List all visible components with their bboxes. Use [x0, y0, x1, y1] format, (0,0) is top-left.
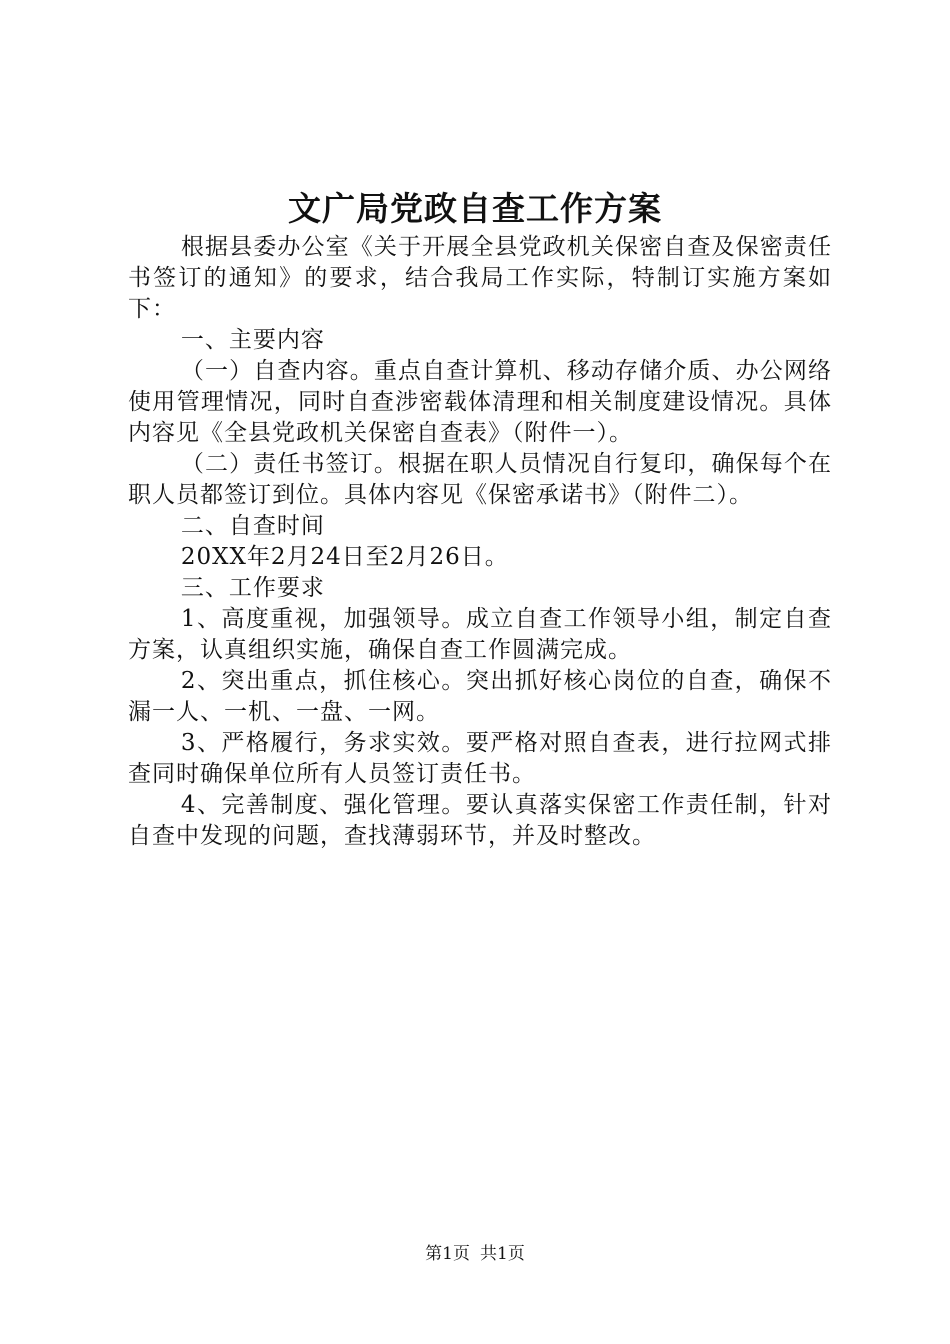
paragraph-check-dates: 20XX年2月24日至2月26日。	[180, 544, 509, 570]
document-title: 文广局党政自查工作方案	[288, 189, 662, 228]
page-number: 第1页	[425, 1244, 470, 1264]
paragraph-self-check-content: （一）自查内容。重点自查计算机、移动存储介质、办公网络使用管理情况，同时自查涉密载体清理和相关制度建设情况。具体内容见《全县党政机关保密自查表》（附件一）。	[128, 358, 832, 446]
intro-paragraph: 根据县委办公室《关于开展全县党政机关保密自查及保密责任书签订的通知》的要求，结合我局工作实际，特制订实施方案如下：	[128, 234, 832, 322]
section-heading-work-requirements: 三、工作要求	[180, 575, 325, 601]
document-body	[128, 232, 832, 852]
requirement-item-2: 2、突出重点，抓住核心。突出抓好核心岗位的自查，确保不漏一人、一机、一盘、一网。	[128, 668, 832, 725]
requirement-item-3: 3、严格履行，务求实效。要严格对照自查表，进行拉网式排查同时确保单位所有人员签订责任书。	[128, 730, 832, 787]
paragraph-responsibility-signing: （二）责任书签订。根据在职人员情况自行复印，确保每个在职人员都签订到位。具体内容见《保密承诺书》（附件二）。	[128, 451, 832, 508]
requirement-item-4: 4、完善制度、强化管理。要认真落实保密工作责任制，针对自查中发现的问题，查找薄弱环节，并及时整改。	[128, 792, 832, 849]
requirement-item-1: 1、高度重视，加强领导。成立自查工作领导小组，制定自查方案，认真组织实施，确保自查工作圆满完成。	[128, 606, 832, 663]
page-total: 共1页	[480, 1244, 525, 1264]
section-heading-main-content: 一、主要内容	[180, 327, 325, 353]
page-footer	[0, 1242, 950, 1266]
section-heading-check-time: 二、自查时间	[180, 513, 325, 539]
